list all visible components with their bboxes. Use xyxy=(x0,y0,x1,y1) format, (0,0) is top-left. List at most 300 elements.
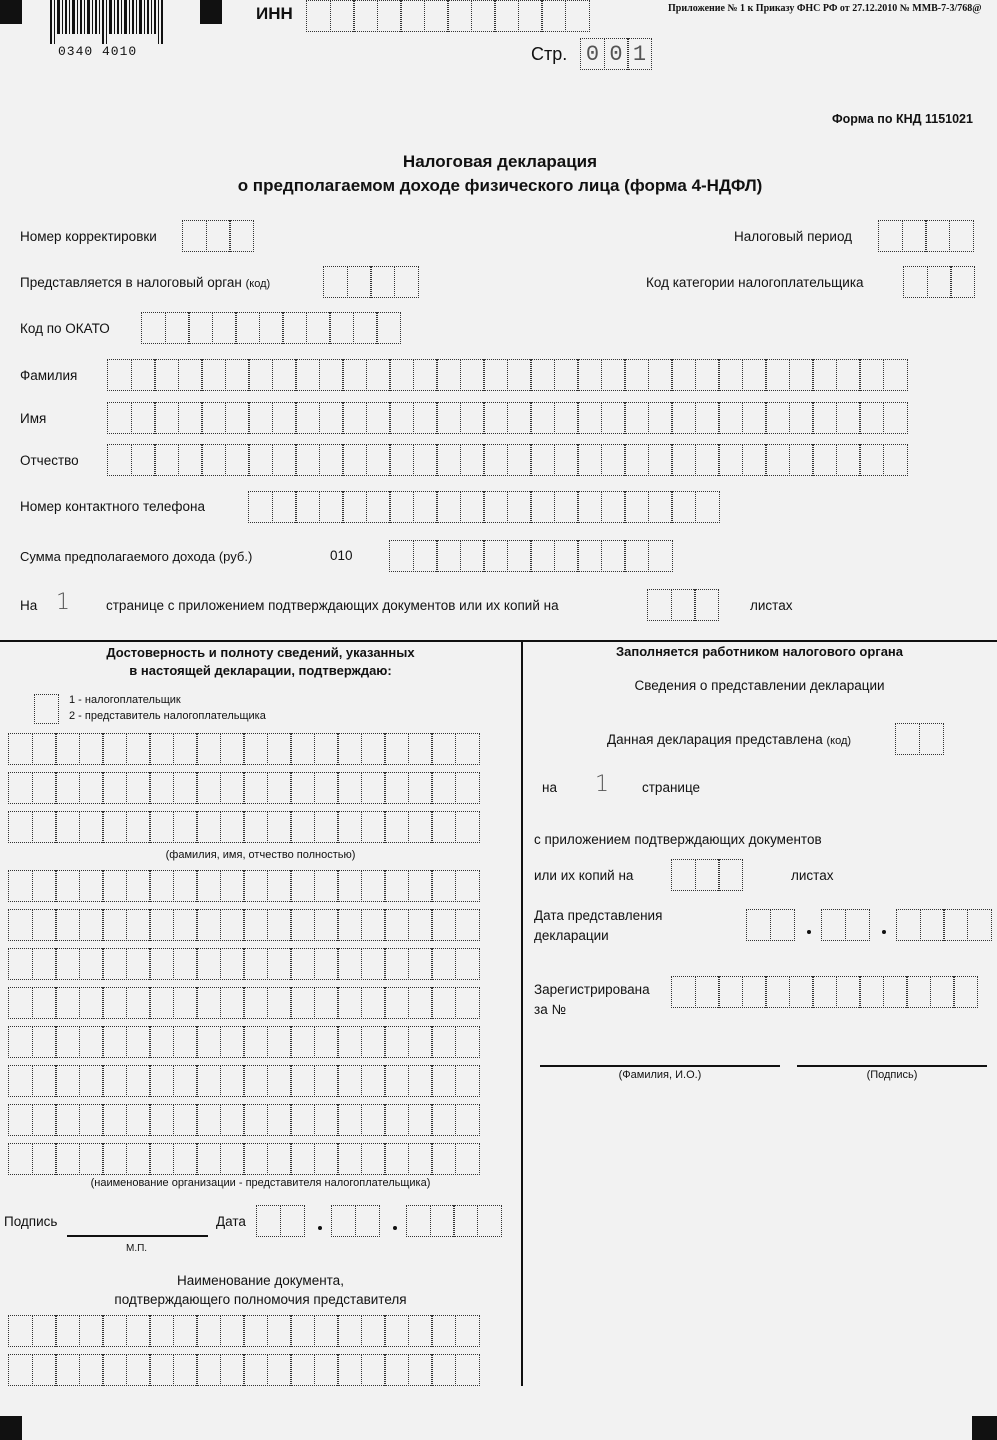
input-cell[interactable] xyxy=(32,1143,57,1175)
input-cell[interactable] xyxy=(695,491,720,523)
input-cell[interactable] xyxy=(126,1354,151,1386)
input-cell[interactable] xyxy=(272,402,297,434)
input-cell[interactable] xyxy=(337,1143,362,1175)
input-cell[interactable] xyxy=(55,1104,80,1136)
sign-date-year-cells[interactable] xyxy=(406,1205,502,1237)
input-cell[interactable] xyxy=(554,491,579,523)
correction-number-cells[interactable] xyxy=(182,220,254,252)
input-cell[interactable] xyxy=(836,976,861,1008)
fio-row-3-cells[interactable] xyxy=(8,811,480,843)
input-cell[interactable] xyxy=(507,359,532,391)
input-cell[interactable] xyxy=(55,811,80,843)
input-cell[interactable] xyxy=(648,444,673,476)
sign-date-day-cells[interactable] xyxy=(256,1205,305,1237)
input-cell[interactable] xyxy=(967,909,992,941)
input-cell[interactable] xyxy=(930,976,955,1008)
input-cell[interactable] xyxy=(742,444,767,476)
input-cell[interactable] xyxy=(102,1354,127,1386)
input-cell[interactable] xyxy=(267,733,292,765)
input-cell[interactable] xyxy=(554,444,579,476)
input-cell[interactable] xyxy=(248,359,273,391)
input-cell[interactable] xyxy=(243,909,268,941)
org-row-4-cells[interactable] xyxy=(8,987,480,1019)
input-cell[interactable] xyxy=(671,402,696,434)
input-cell[interactable] xyxy=(314,772,339,804)
input-cell[interactable] xyxy=(384,733,409,765)
input-cell[interactable] xyxy=(173,1143,198,1175)
input-cell[interactable] xyxy=(695,402,720,434)
input-cell[interactable] xyxy=(107,402,132,434)
input-cell[interactable] xyxy=(342,402,367,434)
input-cell[interactable] xyxy=(431,1104,456,1136)
input-cell[interactable] xyxy=(149,870,174,902)
input-cell[interactable] xyxy=(530,402,555,434)
input-cell[interactable] xyxy=(337,948,362,980)
input-cell[interactable] xyxy=(290,772,315,804)
input-cell[interactable] xyxy=(577,359,602,391)
input-cell[interactable] xyxy=(314,987,339,1019)
org-row-3-cells[interactable] xyxy=(8,948,480,980)
input-cell[interactable] xyxy=(165,312,190,344)
input-cell[interactable] xyxy=(483,444,508,476)
input-cell[interactable] xyxy=(361,811,386,843)
input-cell[interactable] xyxy=(361,1104,386,1136)
submitted-code-cells[interactable] xyxy=(895,723,944,755)
input-cell[interactable] xyxy=(225,444,250,476)
input-cell[interactable] xyxy=(431,1315,456,1347)
input-cell[interactable] xyxy=(149,811,174,843)
input-cell[interactable] xyxy=(196,1354,221,1386)
input-cell[interactable] xyxy=(455,987,480,1019)
input-cell[interactable] xyxy=(314,948,339,980)
input-cell[interactable] xyxy=(220,772,245,804)
input-cell[interactable] xyxy=(337,1026,362,1058)
input-cell[interactable] xyxy=(903,266,928,298)
page-number-cells[interactable] xyxy=(580,38,652,70)
input-cell[interactable] xyxy=(765,359,790,391)
input-cell[interactable] xyxy=(235,312,260,344)
input-cell[interactable] xyxy=(306,312,331,344)
input-cell[interactable] xyxy=(32,772,57,804)
input-cell[interactable] xyxy=(943,909,968,941)
input-cell[interactable] xyxy=(196,772,221,804)
input-cell[interactable] xyxy=(8,1104,33,1136)
input-cell[interactable] xyxy=(243,948,268,980)
input-cell[interactable] xyxy=(927,266,952,298)
input-cell[interactable] xyxy=(565,0,590,32)
input-cell[interactable] xyxy=(460,491,485,523)
input-cell[interactable] xyxy=(32,1026,57,1058)
input-cell[interactable]: 1 xyxy=(627,38,652,70)
input-cell[interactable] xyxy=(859,402,884,434)
input-cell[interactable] xyxy=(925,220,950,252)
input-cell[interactable] xyxy=(206,220,231,252)
input-cell[interactable] xyxy=(8,1065,33,1097)
input-cell[interactable] xyxy=(384,909,409,941)
input-cell[interactable] xyxy=(272,491,297,523)
input-cell[interactable] xyxy=(173,987,198,1019)
input-cell[interactable] xyxy=(337,909,362,941)
input-cell[interactable] xyxy=(836,359,861,391)
input-cell[interactable] xyxy=(647,589,672,621)
input-cell[interactable] xyxy=(8,987,33,1019)
input-cell[interactable] xyxy=(337,870,362,902)
input-cell[interactable] xyxy=(220,1065,245,1097)
input-cell[interactable] xyxy=(243,772,268,804)
input-cell[interactable] xyxy=(102,909,127,941)
input-cell[interactable] xyxy=(8,870,33,902)
input-cell[interactable] xyxy=(355,1205,380,1237)
input-cell[interactable] xyxy=(243,870,268,902)
input-cell[interactable] xyxy=(126,1104,151,1136)
input-cell[interactable] xyxy=(102,772,127,804)
input-cell[interactable] xyxy=(220,1354,245,1386)
input-cell[interactable] xyxy=(173,870,198,902)
org-row-7-cells[interactable] xyxy=(8,1104,480,1136)
input-cell[interactable] xyxy=(671,976,696,1008)
input-cell[interactable] xyxy=(455,811,480,843)
input-cell[interactable] xyxy=(436,444,461,476)
input-cell[interactable] xyxy=(220,1315,245,1347)
input-cell[interactable] xyxy=(314,1354,339,1386)
input-cell[interactable] xyxy=(671,859,696,891)
input-cell[interactable] xyxy=(431,1354,456,1386)
input-cell[interactable] xyxy=(243,1104,268,1136)
input-cell[interactable] xyxy=(413,540,438,572)
input-cell[interactable] xyxy=(314,1065,339,1097)
input-cell[interactable] xyxy=(314,733,339,765)
input-cell[interactable] xyxy=(126,1315,151,1347)
input-cell[interactable] xyxy=(507,444,532,476)
input-cell[interactable] xyxy=(718,859,743,891)
input-cell[interactable] xyxy=(406,1205,431,1237)
input-cell[interactable] xyxy=(126,870,151,902)
input-cell[interactable] xyxy=(173,1026,198,1058)
input-cell[interactable] xyxy=(507,402,532,434)
input-cell[interactable] xyxy=(256,1205,281,1237)
input-cell[interactable] xyxy=(107,444,132,476)
input-cell[interactable] xyxy=(384,811,409,843)
input-cell[interactable] xyxy=(436,359,461,391)
input-cell[interactable] xyxy=(149,1065,174,1097)
input-cell[interactable] xyxy=(196,1026,221,1058)
input-cell[interactable] xyxy=(55,733,80,765)
input-cell[interactable] xyxy=(718,976,743,1008)
input-cell[interactable] xyxy=(32,870,57,902)
input-cell[interactable] xyxy=(149,948,174,980)
input-cell[interactable] xyxy=(126,1065,151,1097)
input-cell[interactable] xyxy=(290,1143,315,1175)
input-cell[interactable] xyxy=(384,948,409,980)
input-cell[interactable] xyxy=(126,733,151,765)
input-cell[interactable] xyxy=(919,723,944,755)
input-cell[interactable] xyxy=(413,359,438,391)
input-cell[interactable]: 0 xyxy=(580,38,605,70)
signer-type-cell[interactable] xyxy=(34,694,59,724)
input-cell[interactable] xyxy=(601,402,626,434)
input-cell[interactable] xyxy=(431,772,456,804)
input-cell[interactable] xyxy=(436,491,461,523)
input-cell[interactable] xyxy=(280,1205,305,1237)
input-cell[interactable] xyxy=(577,491,602,523)
input-cell[interactable] xyxy=(79,1026,104,1058)
input-cell[interactable] xyxy=(431,909,456,941)
input-cell[interactable] xyxy=(455,1315,480,1347)
input-cell[interactable] xyxy=(201,402,226,434)
input-cell[interactable] xyxy=(431,733,456,765)
input-cell[interactable] xyxy=(883,976,908,1008)
input-cell[interactable] xyxy=(8,1315,33,1347)
input-cell[interactable] xyxy=(79,909,104,941)
input-cell[interactable] xyxy=(577,402,602,434)
input-cell[interactable] xyxy=(337,772,362,804)
input-cell[interactable] xyxy=(225,359,250,391)
input-cell[interactable] xyxy=(455,909,480,941)
input-cell[interactable] xyxy=(173,948,198,980)
org-row-6-cells[interactable] xyxy=(8,1065,480,1097)
input-cell[interactable] xyxy=(789,976,814,1008)
input-cell[interactable] xyxy=(290,1315,315,1347)
input-cell[interactable] xyxy=(601,540,626,572)
input-cell[interactable] xyxy=(248,491,273,523)
input-cell[interactable] xyxy=(337,733,362,765)
input-cell[interactable] xyxy=(295,444,320,476)
input-cell[interactable] xyxy=(149,1315,174,1347)
input-cell[interactable] xyxy=(447,0,472,32)
input-cell[interactable] xyxy=(431,1143,456,1175)
input-cell[interactable] xyxy=(154,359,179,391)
input-cell[interactable] xyxy=(149,1354,174,1386)
input-cell[interactable] xyxy=(361,1315,386,1347)
input-cell[interactable] xyxy=(896,909,921,941)
input-cell[interactable] xyxy=(295,359,320,391)
input-cell[interactable] xyxy=(131,402,156,434)
input-cell[interactable] xyxy=(718,359,743,391)
input-cell[interactable] xyxy=(126,948,151,980)
input-cell[interactable] xyxy=(173,1065,198,1097)
input-cell[interactable] xyxy=(695,359,720,391)
input-cell[interactable] xyxy=(154,402,179,434)
input-cell[interactable] xyxy=(859,359,884,391)
input-cell[interactable] xyxy=(601,359,626,391)
input-cell[interactable] xyxy=(306,0,331,32)
input-cell[interactable] xyxy=(477,1205,502,1237)
input-cell[interactable] xyxy=(431,1026,456,1058)
input-cell[interactable] xyxy=(812,359,837,391)
input-cell[interactable] xyxy=(126,1143,151,1175)
input-cell[interactable] xyxy=(173,811,198,843)
input-cell[interactable] xyxy=(361,870,386,902)
input-cell[interactable] xyxy=(394,266,419,298)
input-cell[interactable] xyxy=(196,733,221,765)
input-cell[interactable] xyxy=(883,402,908,434)
input-cell[interactable] xyxy=(212,312,237,344)
input-cell[interactable] xyxy=(949,220,974,252)
input-cell[interactable] xyxy=(290,1026,315,1058)
input-cell[interactable] xyxy=(400,0,425,32)
input-cell[interactable] xyxy=(770,909,795,941)
input-cell[interactable] xyxy=(695,444,720,476)
input-cell[interactable] xyxy=(624,359,649,391)
input-cell[interactable] xyxy=(507,540,532,572)
input-cell[interactable] xyxy=(196,909,221,941)
input-cell[interactable] xyxy=(220,811,245,843)
input-cell[interactable] xyxy=(455,948,480,980)
officer-signature-line[interactable] xyxy=(797,1065,987,1067)
signature-line[interactable] xyxy=(67,1235,208,1237)
input-cell[interactable] xyxy=(248,402,273,434)
input-cell[interactable] xyxy=(530,540,555,572)
input-cell[interactable] xyxy=(196,1104,221,1136)
input-cell[interactable] xyxy=(384,1143,409,1175)
submission-date-month-cells[interactable] xyxy=(821,909,870,941)
input-cell[interactable] xyxy=(102,870,127,902)
input-cell[interactable] xyxy=(220,909,245,941)
input-cell[interactable] xyxy=(220,987,245,1019)
input-cell[interactable] xyxy=(460,444,485,476)
input-cell[interactable] xyxy=(173,909,198,941)
input-cell[interactable] xyxy=(290,870,315,902)
input-cell[interactable] xyxy=(149,987,174,1019)
input-cell[interactable] xyxy=(319,444,344,476)
input-cell[interactable] xyxy=(102,1315,127,1347)
input-cell[interactable] xyxy=(695,976,720,1008)
input-cell[interactable] xyxy=(431,1065,456,1097)
input-cell[interactable] xyxy=(718,402,743,434)
input-cell[interactable] xyxy=(812,444,837,476)
input-cell[interactable] xyxy=(671,491,696,523)
input-cell[interactable] xyxy=(79,772,104,804)
input-cell[interactable] xyxy=(408,870,433,902)
input-cell[interactable] xyxy=(361,909,386,941)
input-cell[interactable] xyxy=(8,772,33,804)
inn-cells[interactable] xyxy=(306,0,590,32)
input-cell[interactable] xyxy=(79,733,104,765)
input-cell[interactable] xyxy=(765,402,790,434)
input-cell[interactable] xyxy=(408,1354,433,1386)
input-cell[interactable] xyxy=(695,859,720,891)
input-cell[interactable] xyxy=(494,0,519,32)
input-cell[interactable] xyxy=(455,1026,480,1058)
input-cell[interactable] xyxy=(671,589,696,621)
input-cell[interactable] xyxy=(267,1026,292,1058)
input-cell[interactable] xyxy=(182,220,207,252)
input-cell[interactable] xyxy=(471,0,496,32)
input-cell[interactable] xyxy=(718,444,743,476)
input-cell[interactable] xyxy=(314,1026,339,1058)
input-cell[interactable] xyxy=(648,402,673,434)
input-cell[interactable] xyxy=(408,1026,433,1058)
input-cell[interactable] xyxy=(507,491,532,523)
input-cell[interactable] xyxy=(483,491,508,523)
input-cell[interactable] xyxy=(319,402,344,434)
input-cell[interactable] xyxy=(408,733,433,765)
input-cell[interactable] xyxy=(8,948,33,980)
input-cell[interactable] xyxy=(149,909,174,941)
input-cell[interactable] xyxy=(290,1354,315,1386)
input-cell[interactable] xyxy=(431,987,456,1019)
doc-row-2-cells[interactable] xyxy=(8,1354,480,1386)
input-cell[interactable] xyxy=(624,491,649,523)
input-cell[interactable] xyxy=(455,1143,480,1175)
input-cell[interactable] xyxy=(272,359,297,391)
input-cell[interactable] xyxy=(267,1354,292,1386)
input-cell[interactable] xyxy=(353,0,378,32)
input-cell[interactable] xyxy=(408,909,433,941)
input-cell[interactable] xyxy=(453,1205,478,1237)
input-cell[interactable] xyxy=(436,402,461,434)
input-cell[interactable] xyxy=(173,733,198,765)
input-cell[interactable] xyxy=(243,1065,268,1097)
input-cell[interactable] xyxy=(361,1354,386,1386)
input-cell[interactable] xyxy=(366,491,391,523)
input-cell[interactable] xyxy=(267,1315,292,1347)
input-cell[interactable] xyxy=(196,1315,221,1347)
name-cells[interactable] xyxy=(107,402,908,434)
input-cell[interactable] xyxy=(384,870,409,902)
input-cell[interactable] xyxy=(530,444,555,476)
input-cell[interactable] xyxy=(624,444,649,476)
input-cell[interactable] xyxy=(648,540,673,572)
input-cell[interactable] xyxy=(408,987,433,1019)
input-cell[interactable] xyxy=(225,402,250,434)
input-cell[interactable] xyxy=(102,948,127,980)
input-cell[interactable] xyxy=(455,772,480,804)
input-cell[interactable] xyxy=(79,1354,104,1386)
input-cell[interactable] xyxy=(384,987,409,1019)
input-cell[interactable] xyxy=(314,870,339,902)
right-attach-sheets-cells[interactable] xyxy=(671,859,743,891)
input-cell[interactable] xyxy=(554,359,579,391)
input-cell[interactable] xyxy=(8,811,33,843)
input-cell[interactable] xyxy=(102,811,127,843)
input-cell[interactable] xyxy=(413,402,438,434)
input-cell[interactable] xyxy=(314,1104,339,1136)
input-cell[interactable] xyxy=(220,948,245,980)
input-cell[interactable] xyxy=(331,1205,356,1237)
input-cell[interactable] xyxy=(188,312,213,344)
input-cell[interactable] xyxy=(337,1104,362,1136)
input-cell[interactable] xyxy=(102,987,127,1019)
input-cell[interactable] xyxy=(694,589,719,621)
input-cell[interactable] xyxy=(79,1065,104,1097)
input-cell[interactable] xyxy=(272,444,297,476)
input-cell[interactable] xyxy=(295,402,320,434)
input-cell[interactable] xyxy=(173,772,198,804)
input-cell[interactable] xyxy=(483,359,508,391)
input-cell[interactable] xyxy=(845,909,870,941)
input-cell[interactable] xyxy=(376,312,401,344)
input-cell[interactable] xyxy=(314,811,339,843)
input-cell[interactable] xyxy=(149,1143,174,1175)
input-cell[interactable] xyxy=(323,266,348,298)
input-cell[interactable] xyxy=(361,1143,386,1175)
input-cell[interactable] xyxy=(483,540,508,572)
input-cell[interactable] xyxy=(366,402,391,434)
input-cell[interactable] xyxy=(173,1104,198,1136)
input-cell[interactable] xyxy=(259,312,284,344)
input-cell[interactable] xyxy=(361,1065,386,1097)
input-cell[interactable] xyxy=(196,948,221,980)
input-cell[interactable] xyxy=(32,811,57,843)
input-cell[interactable] xyxy=(337,811,362,843)
input-cell[interactable] xyxy=(337,987,362,1019)
input-cell[interactable] xyxy=(789,444,814,476)
input-cell[interactable] xyxy=(377,0,402,32)
input-cell[interactable] xyxy=(601,491,626,523)
input-cell[interactable] xyxy=(55,1026,80,1058)
input-cell[interactable] xyxy=(408,1143,433,1175)
